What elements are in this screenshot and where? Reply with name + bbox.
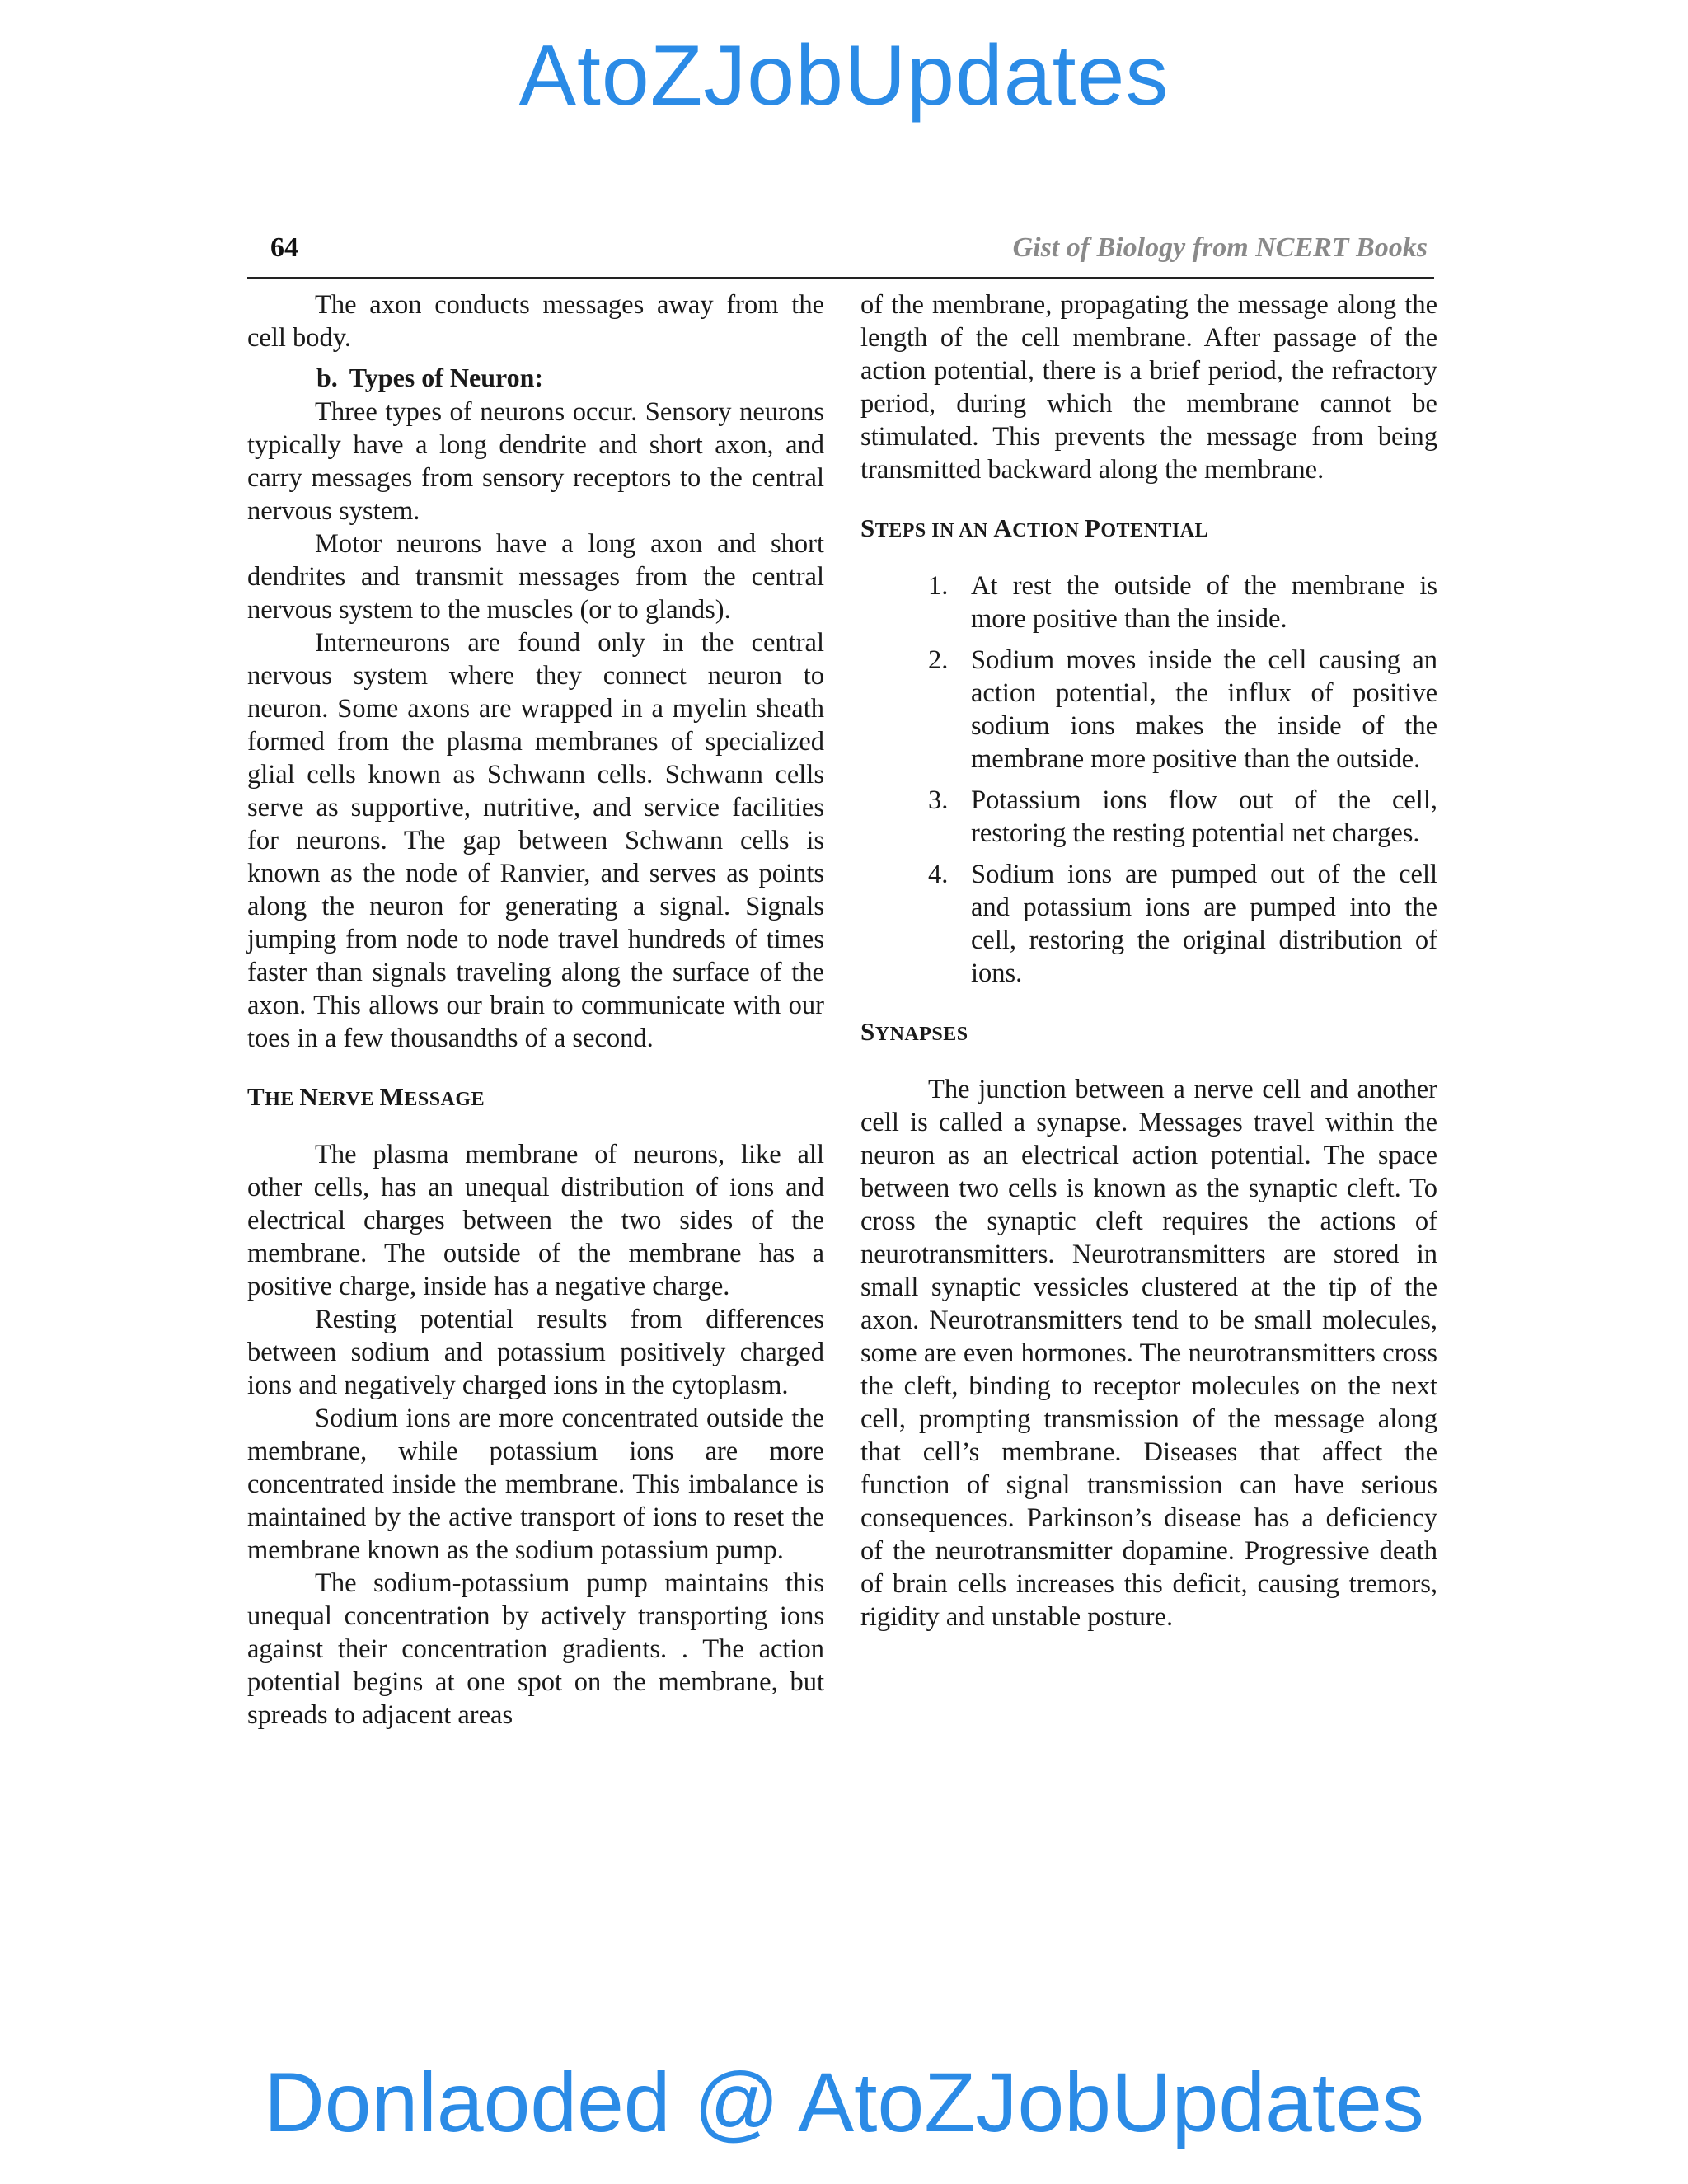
types-of-neuron-heading — [247, 359, 824, 396]
heading-cap: A — [993, 513, 1013, 542]
step-text: Sodium ions are pumped out of the cell and potassium ions are pumped into the cell, restoring the original distribution of ions. — [971, 860, 1437, 988]
heading-rest: ESSAGE — [404, 1089, 485, 1110]
sodium-potassium-pump-paragraph: The sodium-potassium pump maintains this unequal concentration by actively transporting ions against their concentration gradients. . The action potential begins at one spot on the membrane, but spreads to adjacent areas — [247, 1568, 824, 1730]
step-item — [860, 569, 1437, 635]
types-heading-label: Types of Neuron: — [349, 363, 544, 392]
heading-cap: T — [247, 1082, 265, 1111]
page-number: 64 — [270, 232, 298, 263]
step-number: 2. — [928, 645, 949, 675]
heading-rest: YNAPSES — [874, 1024, 968, 1045]
left-column — [247, 288, 824, 1732]
heading-cap: S — [860, 513, 875, 542]
action-potential-continuation: of the membrane, propagating the message along the length of the cell membrane. After passage of the action potential, there is a brief period, the refractory period, during which the membrane cannot be stimulated. This prevents the message from being transmitted backward along the membrane. — [860, 290, 1437, 485]
heading-cap: P — [1084, 513, 1101, 542]
heading-word: IN — [931, 520, 954, 541]
step-item — [860, 784, 1437, 850]
right-column — [860, 288, 1437, 1633]
types-heading-marker: b. — [316, 363, 338, 392]
step-text: At rest the outside of the membrane is more positive than the inside. — [971, 571, 1437, 634]
heading-cap: S — [860, 1017, 875, 1046]
heading-cap: N — [299, 1082, 319, 1111]
heading-cap: M — [379, 1082, 405, 1111]
sensory-neurons-paragraph: Three types of neurons occur. Sensory neurons typically have a long dendrite and short axon, and carry messages from sensory receptors to the central nervous system. — [247, 397, 824, 526]
step-number: 3. — [928, 785, 949, 815]
synapses-heading — [860, 1018, 1437, 1048]
step-item — [860, 644, 1437, 776]
interneurons-paragraph: Interneurons are found only in the central nervous system where they connect neuron to neuron. Some axons are wrapped in a myelin sheath formed from the plasma membranes of specialized glial cells known as Schwann cells. Schwann cells serve as supportive, nutritive, and service facilities for neurons. The gap between Schwann cells is known as the node of Ranvier, and serves as points along the neuron for generating a signal. Signals jumping from node to node travel hundreds of times faster than signals traveling along the surface of the axon. This allows our brain to communicate with our toes in a few thousandths of a second. — [247, 628, 824, 1053]
plasma-membrane-paragraph: The plasma membrane of neurons, like all other cells, has an unequal distribution of ions and electrical charges between the two sides of the membrane. The outside of the membrane has a positive charge, inside has a negative charge. — [247, 1140, 824, 1301]
running-head — [247, 231, 1434, 279]
heading-word: AN — [959, 520, 988, 541]
step-number: 1. — [928, 571, 949, 601]
watermark-top: AtoZJobUpdates — [518, 28, 1170, 124]
heading-rest: TEPS — [874, 520, 926, 541]
step-text: Sodium moves inside the cell causing an action potential, the influx of positive sodium ions makes the inside of the membrane more positive than the outside. — [971, 645, 1437, 774]
resting-potential-paragraph: Resting potential results from differences between sodium and potassium positively charged ions and negatively charged ions in the cytoplasm. — [247, 1305, 824, 1400]
motor-neurons-paragraph: Motor neurons have a long axon and short dendrites and transmit messages from the central nervous system to the muscles (or to glands). — [247, 529, 824, 625]
watermark-bottom: Donlaoded @ AtoZJobUpdates — [264, 2055, 1424, 2149]
step-number: 4. — [928, 860, 949, 889]
heading-rest: OTENTIAL — [1100, 520, 1209, 541]
heading-rest: CTION — [1012, 520, 1080, 541]
synapses-paragraph: The junction between a nerve cell and another cell is called a synapse. Messages travel within the neuron as an electrical action potential. The space between two cells is known as the synaptic cleft. To cross the synaptic cleft requires the actions of neurotransmitters. Neurotransmitters are stored in small synaptic vessicles clustered at the tip of the axon. Neurotransmitters tend to be small molecules, some are even hormones. The neurotransmitters cross the cleft, binding to receptor molecules on the next cell, prompting transmission of the message along that cell’s membrane. Diseases that affect the function of signal transmission can have serious consequences. Parkinson’s disease has a deficiency of the neurotransmitter dopamine. Progressive death of brain cells increases this deficit, causing tremors, rigidity and unstable posture. — [860, 1075, 1437, 1632]
step-text: Potassium ions flow out of the cell, restoring the resting potential net charges. — [971, 785, 1437, 848]
sodium-ions-paragraph: Sodium ions are more concentrated outside the membrane, while potassium ions are more concentrated inside the membrane. This imbalance is maintained by the active transport of ions to reset the membrane known as the sodium potassium pump. — [247, 1404, 824, 1565]
action-potential-steps — [860, 569, 1437, 990]
step-item — [860, 858, 1437, 990]
heading-rest: HE — [265, 1089, 294, 1110]
axon-intro-paragraph: The axon conducts messages away from the cell body. — [247, 290, 824, 353]
book-title: Gist of Biology from NCERT Books — [1012, 232, 1428, 263]
heading-rest: ERVE — [318, 1089, 375, 1110]
nerve-message-heading — [247, 1083, 824, 1113]
steps-heading — [860, 514, 1437, 545]
